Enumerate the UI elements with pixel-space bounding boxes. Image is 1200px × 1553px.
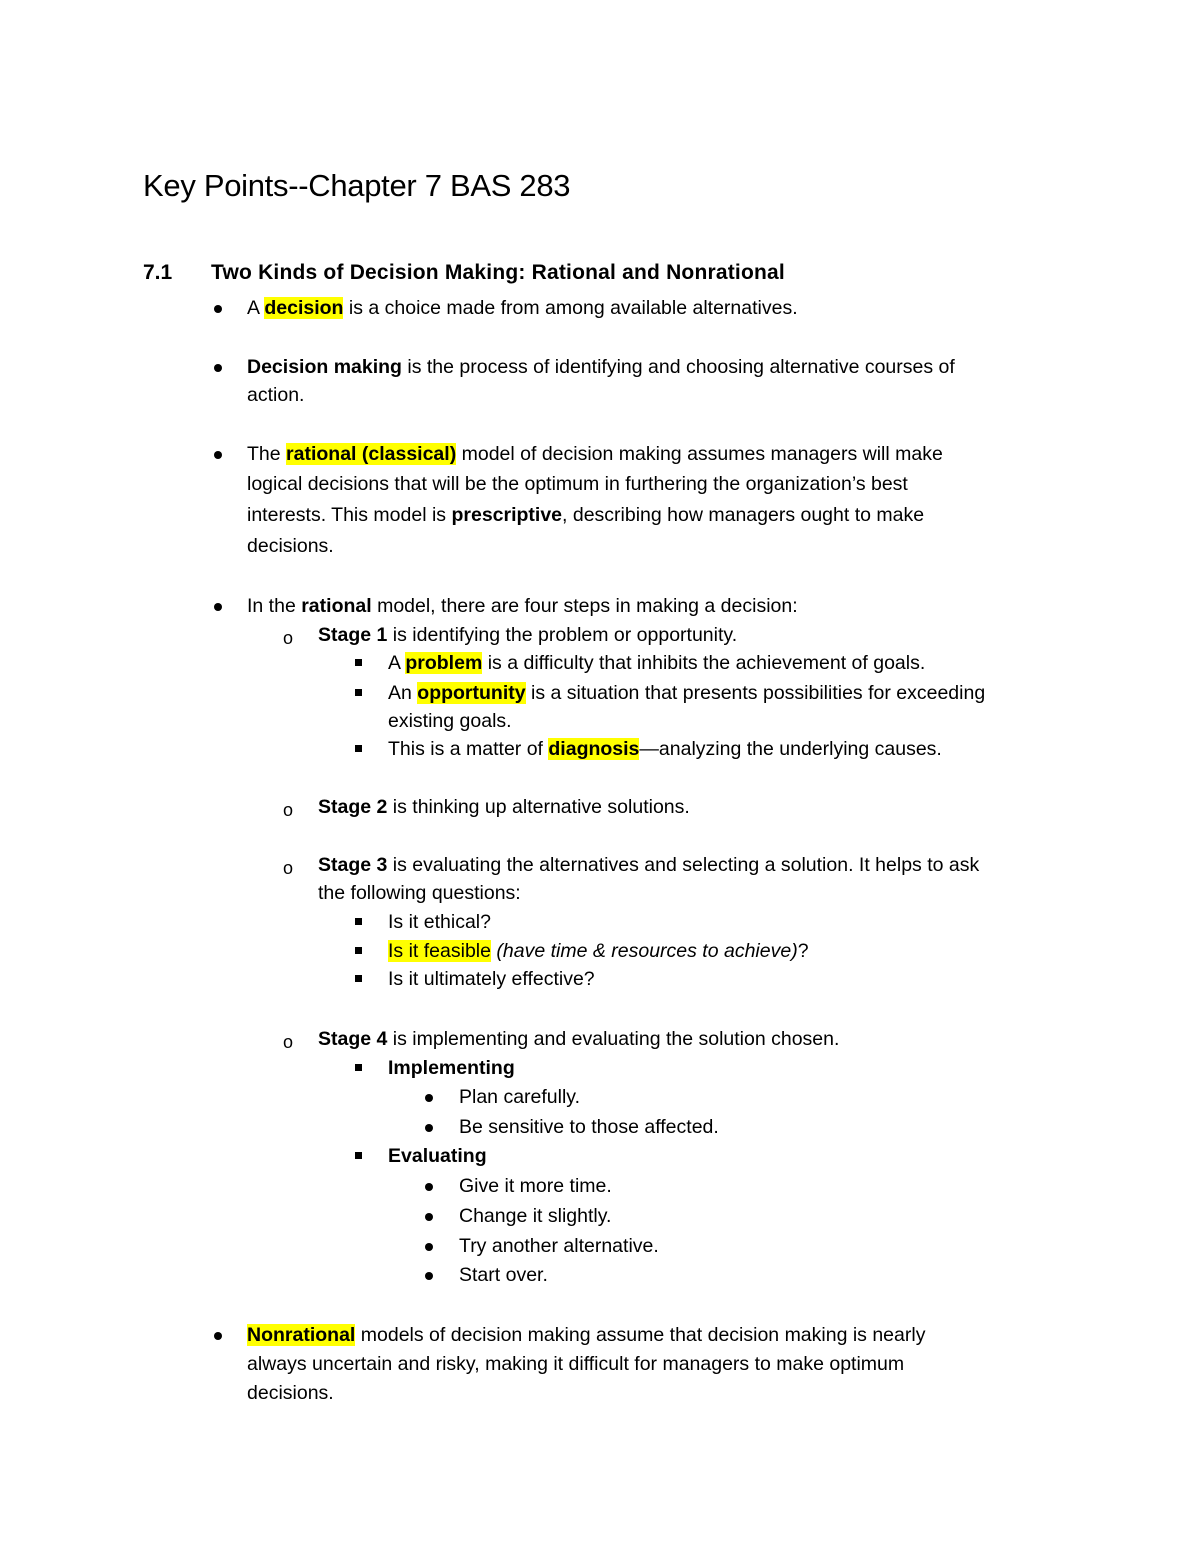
evaluating-item: Change it slightly. xyxy=(459,1205,612,1227)
section-title: Two Kinds of Decision Making: Rational and Nonrational xyxy=(211,261,785,284)
square-bullet-icon xyxy=(355,1064,362,1071)
highlight-term: decision xyxy=(264,297,344,319)
highlight-term: problem xyxy=(405,652,483,674)
bullet-dot-icon xyxy=(425,1183,433,1191)
highlight-term: Is it feasible xyxy=(388,940,491,962)
paragraph-four-steps xyxy=(247,591,798,621)
stage-1-opportunity xyxy=(388,678,985,708)
question-ethical: Is it ethical? xyxy=(388,911,491,933)
circle-bullet-icon: o xyxy=(283,628,294,648)
square-bullet-icon xyxy=(355,975,362,982)
bold-term: Stage 1 xyxy=(318,624,388,646)
bullet-dot-icon xyxy=(425,1272,433,1280)
bold-term: prescriptive xyxy=(451,504,563,526)
implementing-item: Plan carefully. xyxy=(459,1086,581,1108)
bold-term: Stage 3 xyxy=(318,854,388,876)
text: This is a matter of xyxy=(388,738,549,760)
text: A xyxy=(388,652,406,674)
highlight-term: Nonrational xyxy=(247,1324,356,1346)
text: A xyxy=(247,297,265,319)
bullet-dot-icon xyxy=(214,451,222,459)
paragraph-decision-making xyxy=(247,352,955,382)
text: —analyzing the underlying causes. xyxy=(639,738,942,760)
text: model, there are four steps in making a decision: xyxy=(371,595,798,617)
paragraph-nonrational xyxy=(247,1320,925,1350)
text: is the process of identifying and choosing alternative courses of xyxy=(401,356,955,378)
stage-1 xyxy=(318,620,737,650)
text: , describing how managers ought to make xyxy=(562,504,925,526)
text: model of decision making assumes managers will make xyxy=(456,443,943,465)
implementing-label: Implementing xyxy=(388,1057,515,1079)
bullet-dot-icon xyxy=(425,1243,433,1251)
paragraph-decision xyxy=(247,293,798,323)
paragraph-line: decisions. xyxy=(247,535,334,557)
square-bullet-icon xyxy=(355,745,362,752)
text: In the xyxy=(247,595,302,617)
bold-term: Stage 2 xyxy=(318,796,388,818)
stage-4 xyxy=(318,1024,839,1054)
text: interests. This model is xyxy=(247,504,452,526)
text: is implementing and evaluating the solution chosen. xyxy=(387,1028,840,1050)
square-bullet-icon xyxy=(355,659,362,666)
bold-term: Decision making xyxy=(247,356,402,378)
square-bullet-icon xyxy=(355,689,362,696)
text: is thinking up alternative solutions. xyxy=(387,796,690,818)
question-feasible xyxy=(388,936,809,966)
bullet-dot-icon xyxy=(425,1094,433,1102)
paragraph-line: action. xyxy=(247,384,305,406)
document-title: Key Points--Chapter 7 BAS 283 xyxy=(143,168,571,203)
paragraph-line: logical decisions that will be the optimum in furthering the organization’s best xyxy=(247,473,908,495)
bold-term: Stage 4 xyxy=(318,1028,388,1050)
paragraph-line: the following questions: xyxy=(318,882,521,904)
text: The xyxy=(247,443,287,465)
text: is a difficulty that inhibits the achievement of goals. xyxy=(482,652,926,674)
square-bullet-icon xyxy=(355,1152,362,1159)
stage-1-problem xyxy=(388,648,925,678)
question-effective: Is it ultimately effective? xyxy=(388,968,595,990)
text: is evaluating the alternatives and selecting a solution. It helps to ask xyxy=(387,854,980,876)
bullet-dot-icon xyxy=(214,305,222,313)
square-bullet-icon xyxy=(355,918,362,925)
square-bullet-icon xyxy=(355,947,362,954)
highlight-term: diagnosis xyxy=(548,738,640,760)
text: ? xyxy=(797,940,809,962)
highlight-term: opportunity xyxy=(417,682,526,704)
bullet-dot-icon xyxy=(425,1124,433,1132)
circle-bullet-icon: o xyxy=(283,800,294,820)
bullet-dot-icon xyxy=(214,603,222,611)
text: models of decision making assume that decision making is nearly xyxy=(355,1324,926,1346)
text: is a choice made from among available alternatives. xyxy=(343,297,798,319)
circle-bullet-icon: o xyxy=(283,1032,294,1052)
bold-term: rational xyxy=(301,595,372,617)
highlight-term: rational (classical) xyxy=(286,443,457,465)
stage-1-diagnosis xyxy=(388,734,942,764)
text: is a situation that presents possibilities for exceeding xyxy=(525,682,986,704)
section-number: 7.1 xyxy=(143,261,173,284)
paragraph-line: existing goals. xyxy=(388,710,512,732)
bullet-dot-icon xyxy=(214,1332,222,1340)
implementing-item: Be sensitive to those affected. xyxy=(459,1116,719,1138)
stage-3 xyxy=(318,850,979,880)
evaluating-item: Start over. xyxy=(459,1264,548,1286)
paragraph-rational-model xyxy=(247,439,943,469)
paragraph-line: always uncertain and risky, making it difficult for managers to make optimum xyxy=(247,1353,905,1375)
evaluating-item: Try another alternative. xyxy=(459,1235,659,1257)
text: is identifying the problem or opportunity. xyxy=(387,624,738,646)
circle-bullet-icon: o xyxy=(283,858,294,878)
italic-text: (have time & resources to achieve) xyxy=(490,940,798,962)
paragraph-line xyxy=(247,500,924,530)
text: An xyxy=(388,682,418,704)
bullet-dot-icon xyxy=(214,364,222,372)
evaluating-item: Give it more time. xyxy=(459,1175,612,1197)
stage-2 xyxy=(318,792,690,822)
bullet-dot-icon xyxy=(425,1213,433,1221)
evaluating-label: Evaluating xyxy=(388,1145,487,1167)
paragraph-line: decisions. xyxy=(247,1382,334,1404)
